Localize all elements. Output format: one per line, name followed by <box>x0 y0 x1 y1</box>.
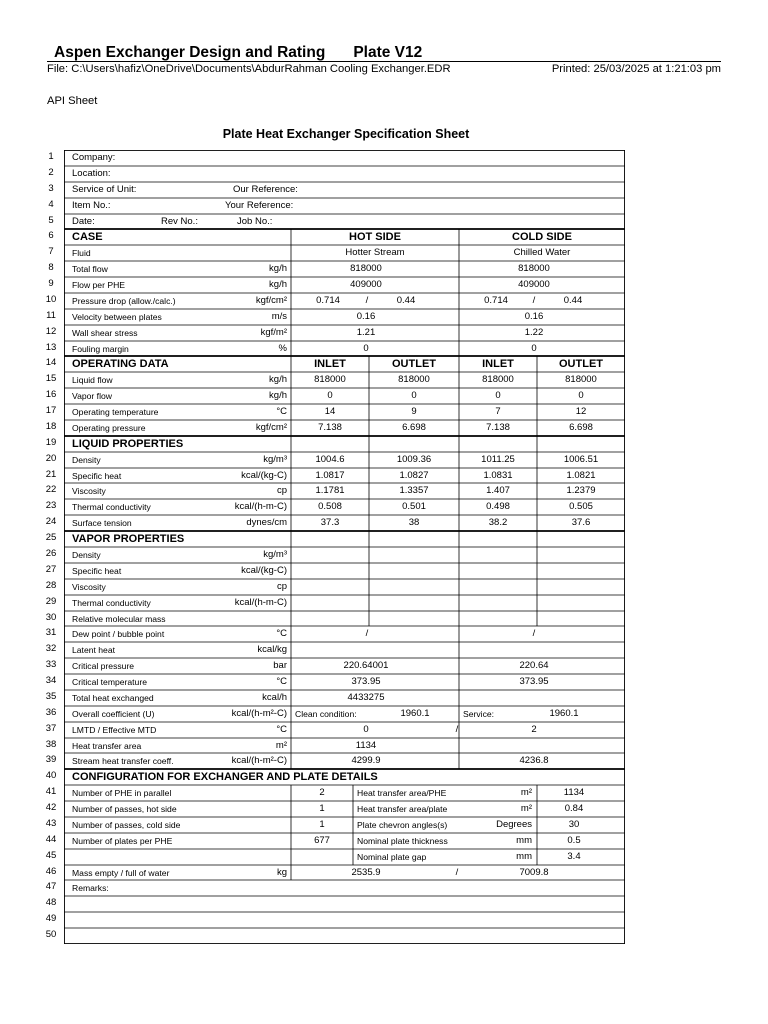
service-label: Service of Unit: <box>72 184 137 195</box>
liquid-row-label: Specific heat <box>72 471 122 481</box>
config-right-value: 0.84 <box>564 803 584 814</box>
row-number: 43 <box>45 818 57 829</box>
pressure-drop-cold-calc: 0.44 <box>563 295 583 306</box>
flow-per-phe-hot: 409000 <box>350 279 382 290</box>
row-number: 41 <box>45 786 57 797</box>
vapor-row-unit: kg/m³ <box>263 549 287 560</box>
vapor-properties-header: VAPOR PROPERTIES <box>72 533 185 545</box>
lmtd-label: LMTD / Effective MTD <box>72 725 157 735</box>
liquid-row-unit: kg/m³ <box>263 454 287 465</box>
velocity-unit: m/s <box>271 311 287 322</box>
product-name: Plate V12 <box>353 44 423 61</box>
stream-coeff-unit: kcal/(h-m²-C) <box>231 755 287 766</box>
service-coefficient-value: 1960.1 <box>549 708 579 719</box>
row-number: 15 <box>45 373 57 384</box>
config-right-value: 0.5 <box>567 835 581 846</box>
flow-per-phe-unit: kg/h <box>269 279 287 290</box>
cold-outlet-header: OUTLET <box>559 358 603 370</box>
row-number: 2 <box>48 167 54 178</box>
operating-row-unit: kgf/cm² <box>255 422 287 433</box>
liquid-row-value: 0.508 <box>318 501 342 512</box>
row-number: 9 <box>48 278 54 289</box>
row-number: 40 <box>45 770 57 781</box>
row-number: 20 <box>45 453 57 464</box>
app-title: Aspen Exchanger Design and Rating <box>54 44 326 61</box>
location-label: Location: <box>72 168 111 179</box>
row-number: 12 <box>45 326 57 337</box>
operating-row-value: 818000 <box>565 374 597 385</box>
cold-inlet-header: INLET <box>482 358 514 370</box>
liquid-row-unit: dynes/cm <box>246 517 287 528</box>
flow-per-phe-cold: 409000 <box>518 279 550 290</box>
heat-transfer-area-unit: m² <box>275 740 287 751</box>
sheet-name: API Sheet <box>47 95 98 107</box>
pressure-drop-hot-calc: 0.44 <box>396 295 416 306</box>
row-number: 34 <box>45 675 57 686</box>
operating-row-label: Vapor flow <box>72 391 112 401</box>
operating-row-label: Liquid flow <box>72 375 113 385</box>
config-right-label: Heat transfer area/plate <box>357 804 448 814</box>
row-number: 50 <box>45 929 57 940</box>
date-label: Date: <box>72 216 95 227</box>
mass-slash: / <box>455 867 459 878</box>
overall-coefficient-unit: kcal/(h-m²-C) <box>231 708 287 719</box>
vapor-row-label: Relative molecular mass <box>72 614 166 624</box>
config-right-unit: mm <box>516 851 532 862</box>
row-number: 47 <box>45 881 57 892</box>
critical-temperature-hot: 373.95 <box>351 676 381 687</box>
operating-row-value: 9 <box>411 406 417 417</box>
config-value: 677 <box>314 835 330 846</box>
row-number: 24 <box>45 516 57 527</box>
config-right-label: Plate chevron angles(s) <box>357 820 448 830</box>
lmtd-unit: °C <box>276 724 287 735</box>
config-label: Number of passes, hot side <box>72 804 177 814</box>
row-number: 48 <box>45 897 57 908</box>
hot-outlet-header: OUTLET <box>392 358 436 370</box>
liquid-row-value: 1.1781 <box>315 485 345 496</box>
config-label: Number of PHE in parallel <box>72 788 172 798</box>
config-right-label: Nominal plate gap <box>357 852 427 862</box>
flow-per-phe-label: Flow per PHE <box>72 280 126 290</box>
vapor-row-unit: cp <box>276 581 287 592</box>
row-number: 23 <box>45 500 57 511</box>
liquid-row-value: 0.501 <box>402 501 426 512</box>
config-right-value: 1134 <box>563 787 585 798</box>
liquid-row-value: 1.2379 <box>566 485 596 496</box>
liquid-row-label: Thermal conductivity <box>72 502 151 512</box>
wall-shear-unit: kgf/m² <box>260 327 287 338</box>
operating-row-value: 0 <box>411 390 417 401</box>
operating-row-unit: kg/h <box>269 390 287 401</box>
overall-coefficient-label: Overall coefficient (U) <box>72 709 155 719</box>
config-right-value: 3.4 <box>567 851 581 862</box>
row-number: 13 <box>45 342 57 353</box>
fluid-label: Fluid <box>72 248 91 258</box>
mass-full-value: 7009.8 <box>519 867 549 878</box>
config-right-value: 30 <box>568 819 580 830</box>
total-heat-label: Total heat exchanged <box>72 693 154 703</box>
row-number: 35 <box>45 691 57 702</box>
total-flow-label: Total flow <box>72 264 108 274</box>
operating-row-value: 0 <box>327 390 333 401</box>
row-number: 8 <box>48 262 54 273</box>
row-number: 14 <box>45 357 57 368</box>
row-number: 21 <box>45 469 57 480</box>
service-coefficient-label: Service: <box>463 709 495 719</box>
vapor-row-label: Specific heat <box>72 566 122 576</box>
operating-row-value: 0 <box>578 390 584 401</box>
row-number: 45 <box>45 850 57 861</box>
row-number: 46 <box>45 866 57 877</box>
pressure-drop-hot-allow: 0.714 <box>316 295 340 306</box>
operating-row-value: 14 <box>324 406 336 417</box>
config-value: 2 <box>319 787 325 798</box>
row-number: 7 <box>48 246 54 257</box>
liquid-row-value: 0.505 <box>569 501 593 512</box>
row-number: 31 <box>45 627 57 638</box>
critical-pressure-label: Critical pressure <box>72 661 135 671</box>
critical-pressure-hot: 220.64001 <box>343 660 389 671</box>
liquid-row-label: Surface tension <box>72 518 132 528</box>
mass-unit: kg <box>276 867 287 878</box>
operating-data-header: OPERATING DATA <box>72 358 169 370</box>
wall-shear-cold: 1.22 <box>524 327 544 338</box>
row-number: 19 <box>45 437 57 448</box>
pressure-drop-unit: kgf/cm² <box>255 295 287 306</box>
mass-label: Mass empty / full of water <box>72 868 170 878</box>
our-reference-label: Our Reference: <box>233 184 298 195</box>
liquid-row-value: 38.2 <box>488 517 508 528</box>
header-divider <box>47 61 721 62</box>
pressure-drop-label: Pressure drop (allow./calc.) <box>72 296 176 306</box>
stream-coeff-cold: 4236.8 <box>519 755 549 766</box>
wall-shear-label: Wall shear stress <box>72 328 138 338</box>
critical-temperature-label: Critical temperature <box>72 677 147 687</box>
liquid-row-value: 1.0817 <box>315 470 345 481</box>
total-flow-cold: 818000 <box>518 263 550 274</box>
config-right-unit: m² <box>520 803 532 814</box>
row-number: 25 <box>45 532 57 543</box>
liquid-row-value: 38 <box>408 517 420 528</box>
row-number: 30 <box>45 612 57 623</box>
config-right-label: Nominal plate thickness <box>357 836 448 846</box>
hot-inlet-header: INLET <box>314 358 346 370</box>
liquid-row-unit: cp <box>276 485 287 496</box>
operating-row-unit: °C <box>276 406 287 417</box>
liquid-row-value: 1.0821 <box>566 470 596 481</box>
row-number: 33 <box>45 659 57 670</box>
fouling-hot: 0 <box>363 343 369 354</box>
liquid-row-value: 1004.6 <box>315 454 345 465</box>
row-number: 10 <box>45 294 57 305</box>
operating-row-value: 818000 <box>482 374 514 385</box>
row-number: 11 <box>46 310 56 321</box>
operating-row-value: 7.138 <box>486 422 510 433</box>
stream-coeff-label: Stream heat transfer coeff. <box>72 756 174 766</box>
row-number: 22 <box>45 484 57 495</box>
fouling-unit: % <box>278 343 287 354</box>
config-value: 1 <box>319 803 325 814</box>
configuration-header: CONFIGURATION FOR EXCHANGER AND PLATE DETAILS <box>72 771 378 783</box>
row-number: 28 <box>45 580 57 591</box>
row-number: 18 <box>45 421 57 432</box>
remarks-label: Remarks: <box>72 883 109 893</box>
config-right-unit: Degrees <box>496 819 532 830</box>
liquid-row-value: 37.6 <box>571 517 591 528</box>
clean-condition-label: Clean condition: <box>295 709 357 719</box>
stream-coeff-hot: 4299.9 <box>351 755 381 766</box>
config-label: Number of passes, cold side <box>72 820 181 830</box>
heat-transfer-area-label: Heat transfer area <box>72 741 142 751</box>
liquid-row-unit: kcal/(h-m-C) <box>234 501 287 512</box>
liquid-row-unit: kcal/(kg-C) <box>241 470 287 481</box>
row-number: 1 <box>48 151 54 162</box>
row-number: 26 <box>45 548 57 559</box>
row-number: 29 <box>45 596 57 607</box>
lmtd-slash: / <box>455 724 459 735</box>
pressure-drop-cold-allow: 0.714 <box>484 295 508 306</box>
item-no-label: Item No.: <box>72 200 111 211</box>
dew-point-unit: °C <box>276 628 287 639</box>
hot-fluid: Hotter Stream <box>345 247 405 258</box>
row-number: 5 <box>48 215 54 226</box>
company-label: Company: <box>72 152 116 163</box>
file-path: File: C:\Users\hafiz\OneDrive\Documents\AbdurRahman Cooling Exchanger.EDR <box>47 63 451 75</box>
row-number: 17 <box>45 405 57 416</box>
vapor-row-label: Density <box>72 550 101 560</box>
vapor-row-unit <box>200 611 287 627</box>
critical-temperature-unit: °C <box>276 676 287 687</box>
velocity-cold: 0.16 <box>524 311 544 322</box>
velocity-label: Velocity between plates <box>72 312 162 322</box>
config-right-unit: mm <box>516 835 532 846</box>
config-right-label: Heat transfer area/PHE <box>357 788 447 798</box>
dew-point-label: Dew point / bubble point <box>72 629 165 639</box>
clean-condition-value: 1960.1 <box>400 708 430 719</box>
liquid-row-label: Viscosity <box>72 486 106 496</box>
operating-row-label: Operating pressure <box>72 423 146 433</box>
vapor-row-label: Thermal conductivity <box>72 598 151 608</box>
report-title <box>54 44 422 62</box>
operating-row-value: 0 <box>495 390 501 401</box>
heat-transfer-area-value: 1134 <box>355 740 377 751</box>
row-number: 3 <box>48 183 54 194</box>
vapor-row-label: Viscosity <box>72 582 106 592</box>
operating-row-value: 7.138 <box>318 422 342 433</box>
row-number: 38 <box>45 739 57 750</box>
operating-row-value: 818000 <box>314 374 346 385</box>
liquid-row-value: 1009.36 <box>396 454 432 465</box>
total-heat-unit: kcal/h <box>262 692 287 703</box>
job-no-label: Job No.: <box>237 216 273 227</box>
liquid-row-value: 1011.25 <box>481 454 515 465</box>
liquid-row-label: Density <box>72 455 101 465</box>
config-label: Number of plates per PHE <box>72 836 173 846</box>
your-reference-label: Your Reference: <box>225 200 294 211</box>
row-number: 27 <box>45 564 57 575</box>
config-right-unit: m² <box>520 787 532 798</box>
row-number: 4 <box>48 199 54 210</box>
pressure-drop-cold-slash: / <box>532 295 536 306</box>
fouling-label: Fouling margin <box>72 344 129 354</box>
operating-row-value: 6.698 <box>402 422 426 433</box>
config-value <box>291 849 353 865</box>
row-number: 16 <box>45 389 57 400</box>
critical-temperature-cold: 373.95 <box>519 676 549 687</box>
critical-pressure-cold: 220.64 <box>519 660 549 671</box>
dew-point-cold-slash: / <box>532 628 536 639</box>
wall-shear-hot: 1.21 <box>356 327 376 338</box>
mass-empty-value: 2535.9 <box>351 867 381 878</box>
rev-no-label: Rev No.: <box>161 216 198 227</box>
operating-row-value: 818000 <box>398 374 430 385</box>
liquid-row-value: 37.3 <box>320 517 340 528</box>
vapor-row-unit: kcal/(kg-C) <box>241 565 287 576</box>
operating-row-unit: kg/h <box>269 374 287 385</box>
row-number: 36 <box>45 707 57 718</box>
config-value: 1 <box>319 819 325 830</box>
row-number: 32 <box>45 643 57 654</box>
spec-sheet-title: Plate Heat Exchanger Specification Sheet <box>222 127 470 141</box>
liquid-row-value: 1.3357 <box>399 485 429 496</box>
cold-fluid: Chilled Water <box>513 247 571 258</box>
liquid-row-value: 0.498 <box>486 501 510 512</box>
operating-row-label: Operating temperature <box>72 407 159 417</box>
total-heat-value: 4433275 <box>347 692 385 703</box>
operating-row-value: 7 <box>495 406 501 417</box>
total-flow-unit: kg/h <box>269 263 287 274</box>
vapor-row-unit: kcal/(h-m-C) <box>234 597 287 608</box>
row-number: 42 <box>45 802 57 813</box>
dew-point-hot-slash: / <box>365 628 369 639</box>
operating-row-value: 6.698 <box>569 422 593 433</box>
latent-heat-unit: kcal/kg <box>257 644 287 655</box>
row-number: 44 <box>45 834 57 845</box>
liquid-row-value: 1.0827 <box>399 470 429 481</box>
lmtd-value: 0 <box>363 724 369 735</box>
effective-mtd-value: 2 <box>531 724 537 735</box>
cold-side-header: COLD SIDE <box>512 231 572 243</box>
total-flow-hot: 818000 <box>350 263 382 274</box>
row-number: 49 <box>45 913 57 924</box>
operating-row-value: 12 <box>575 406 587 417</box>
pressure-drop-hot-slash: / <box>365 295 369 306</box>
liquid-row-value: 1006.51 <box>563 454 599 465</box>
row-number: 37 <box>45 723 57 734</box>
liquid-properties-header: LIQUID PROPERTIES <box>72 438 184 450</box>
hot-side-header: HOT SIDE <box>349 231 401 243</box>
latent-heat-label: Latent heat <box>72 645 116 655</box>
fouling-cold: 0 <box>531 343 537 354</box>
liquid-row-value: 1.407 <box>486 485 510 496</box>
row-number: 39 <box>45 754 57 765</box>
row-number: 6 <box>48 230 54 241</box>
printed-timestamp: Printed: 25/03/2025 at 1:21:03 pm <box>551 63 721 75</box>
critical-pressure-unit: bar <box>273 660 287 671</box>
liquid-row-value: 1.0831 <box>483 470 513 481</box>
velocity-hot: 0.16 <box>356 311 376 322</box>
case-header: CASE <box>72 231 103 243</box>
